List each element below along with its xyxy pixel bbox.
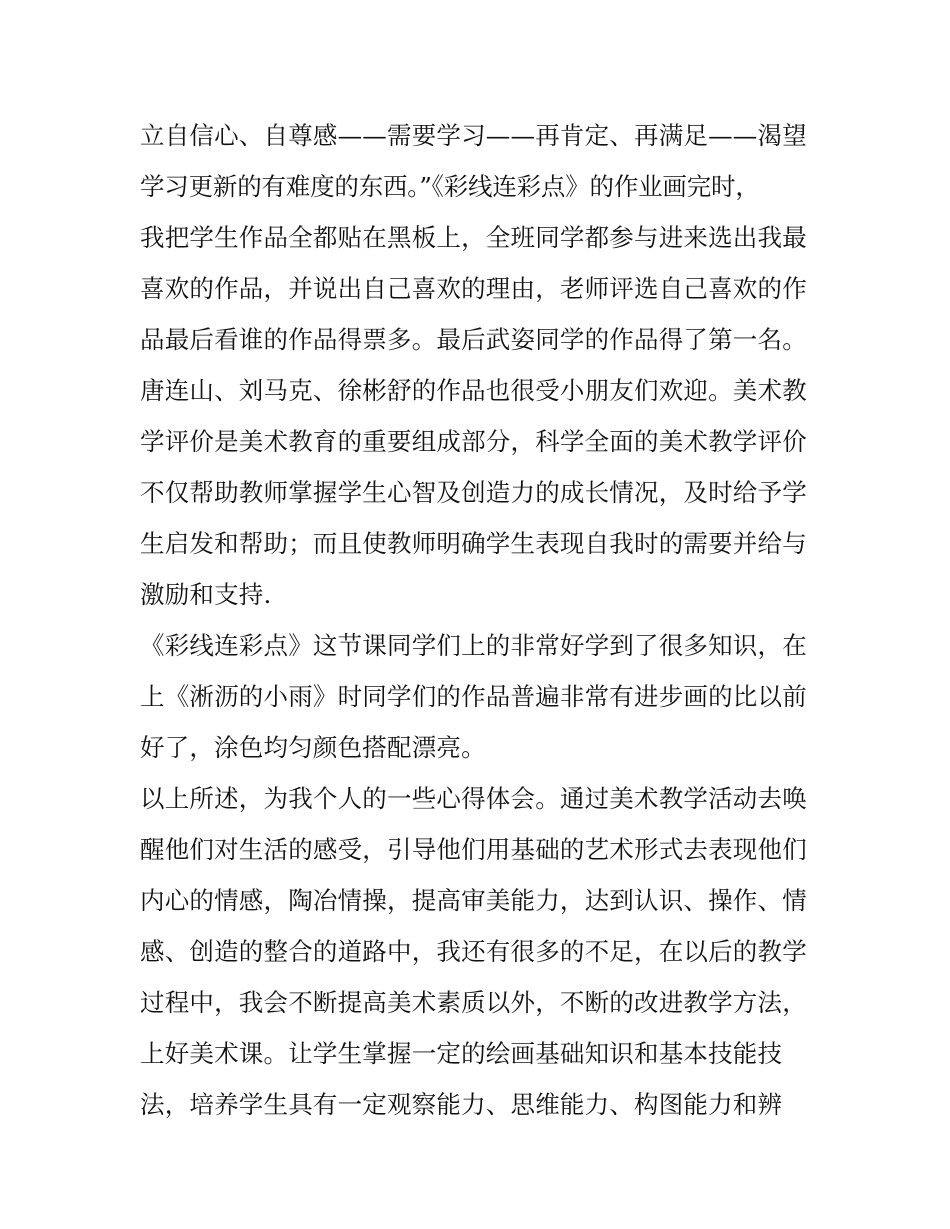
document-body bbox=[140, 110, 820, 1130]
text-line: 我把学生作品全都贴在黑板上，全班同学都参与进来选出我最 bbox=[140, 223, 807, 252]
text-line: 法，培养学生具有一定观察能力、思维能力、构图能力和辨 bbox=[140, 1090, 783, 1119]
paragraph-lesson bbox=[140, 620, 820, 773]
text-line: 感、创造的整合的道路中，我还有很多的不足，在以后的教学 bbox=[140, 937, 807, 966]
text-line: 好了，涂色均匀颜色搭配漂亮。 bbox=[140, 733, 486, 762]
paragraph-evaluation bbox=[140, 110, 820, 620]
text-line: 过程中，我会不断提高美术素质以外，不断的改进教学方法， bbox=[140, 988, 807, 1017]
paragraph-summary bbox=[140, 773, 820, 1130]
text-line: 激励和支持. bbox=[140, 580, 272, 609]
text-line: 以上所述，为我个人的一些心得体会。通过美术教学活动去唤 bbox=[140, 784, 807, 813]
text-line: 上好美术课。让学生掌握一定的绘画基础知识和基本技能技 bbox=[140, 1039, 783, 1068]
text-line: 学评价是美术教育的重要组成部分，科学全面的美术教学评价 bbox=[140, 427, 807, 456]
text-line: 内心的情感，陶冶情操，提高审美能力，达到认识、操作、情 bbox=[140, 886, 807, 915]
text-line: 生启发和帮助；而且使教师明确学生表现自我时的需要并给与 bbox=[140, 529, 807, 558]
text-line: 学习更新的有难度的东西。”《彩线连彩点》的作业画完时， bbox=[140, 172, 760, 201]
text-line: 上《淅沥的小雨》时同学们的作品普遍非常有进步画的比以前 bbox=[140, 682, 807, 711]
text-line: 立自信心、自尊感——需要学习——再肯定、再满足——渴望 bbox=[140, 121, 807, 150]
text-line: 不仅帮助教师掌握学生心智及创造力的成长情况，及时给予学 bbox=[140, 478, 807, 507]
text-line: 唐连山、刘马克、徐彬舒的作品也很受小朋友们欢迎。美术教 bbox=[140, 376, 807, 405]
text-line: 品最后看谁的作品得票多。最后武姿同学的作品得了第一名。 bbox=[140, 325, 807, 354]
text-line: 喜欢的作品，并说出自己喜欢的理由，老师评选自己喜欢的作 bbox=[140, 274, 807, 303]
text-line: 《彩线连彩点》这节课同学们上的非常好学到了很多知识，在 bbox=[140, 631, 807, 660]
text-line: 醒他们对生活的感受，引导他们用基础的艺术形式去表现他们 bbox=[140, 835, 807, 864]
